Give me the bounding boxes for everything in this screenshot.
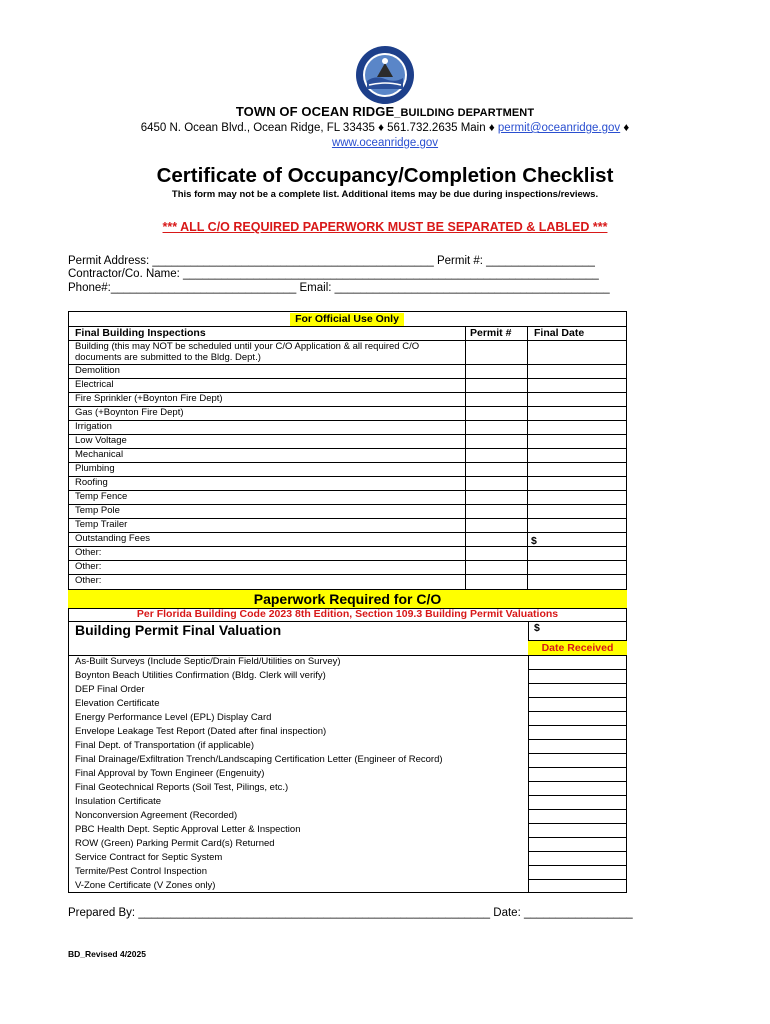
paperwork-row-label: Final Dept. of Transportation (if applicable) — [75, 740, 255, 751]
paperwork-title: Paperwork Required for C/O — [253, 591, 442, 607]
department-title — [0, 104, 770, 119]
fees-dollar: $ — [531, 535, 537, 547]
inspection-row-label: Roofing — [75, 477, 108, 488]
inspection-row-label: Irrigation — [75, 421, 112, 432]
address-text: 6450 N. Ocean Blvd., Ocean Ridge, FL 33435 ♦ 561.732.2635 Main ♦ — [140, 122, 495, 134]
col-header-permit: Permit # — [470, 327, 512, 339]
paperwork-row-label: Insulation Certificate — [75, 796, 162, 807]
paperwork-row-label: Boynton Beach Utilities Confirmation (Bldg. Clerk will verify) — [75, 670, 326, 681]
date-received-header: Date Received — [528, 641, 627, 655]
address-tail: ♦ — [623, 122, 630, 134]
inspection-row-label: Temp Pole — [75, 505, 120, 516]
inspection-row-label: Temp Fence — [75, 491, 128, 502]
inspection-row-label: Demolition — [75, 365, 120, 376]
contractor-name-field[interactable]: Contractor/Co. Name: _________________________________________________________________ — [68, 268, 599, 280]
paperwork-row-label: Nonconversion Agreement (Recorded) — [75, 810, 238, 821]
building-note-line1: Building (this may NOT be scheduled until your C/O Application & all required C/O — [75, 341, 420, 352]
paperwork-row-label: Energy Performance Level (EPL) Display Card — [75, 712, 272, 723]
paperwork-row-label: As-Built Surveys (Include Septic/Drain Field/Utilities on Survey) — [75, 656, 341, 667]
inspection-row-label: Fire Sprinkler (+Boynton Fire Dept) — [75, 393, 223, 404]
paperwork-row-label: Final Approval by Town Engineer (Engenuity) — [75, 768, 265, 779]
phone-email-field[interactable]: Phone#:_____________________________ Email: ___________________________________________ — [68, 282, 610, 294]
inspection-row-label: Other: — [75, 547, 102, 558]
paperwork-row-label: PBC Health Dept. Septic Approval Letter & Inspection — [75, 824, 301, 835]
valuation-label: Building Permit Final Valuation — [75, 622, 282, 638]
paperwork-row-label: DEP Final Order — [75, 684, 145, 695]
paperwork-row-label: Final Drainage/Exfiltration Trench/Landscaping Certification Letter (Engineer of Record) — [75, 754, 443, 765]
code-reference: Per Florida Building Code 2023 8th Edition, Section 109.3 Building Permit Valuations — [136, 608, 559, 620]
inspection-row-label: Other: — [75, 575, 102, 586]
paperwork-row-label: Final Geotechnical Reports (Soil Test, Pilings, etc.) — [75, 782, 289, 793]
paperwork-row-label: Service Contract for Septic System — [75, 852, 223, 863]
col-header-inspections: Final Building Inspections — [75, 327, 206, 339]
paperwork-row-label: Elevation Certificate — [75, 698, 160, 709]
paperwork-warning: *** ALL C/O REQUIRED PAPERWORK MUST BE SEPARATED & LABLED *** — [162, 220, 608, 234]
inspection-row-label: Mechanical — [75, 449, 124, 460]
paperwork-row-label: Termite/Pest Control Inspection — [75, 866, 208, 877]
inspection-row-label: Electrical — [75, 379, 114, 390]
town-seal-icon — [355, 45, 415, 105]
official-use-banner: For Official Use Only — [290, 313, 404, 326]
inspection-row-label: Temp Trailer — [75, 519, 128, 530]
inspection-row-label: Other: — [75, 561, 102, 572]
email-link[interactable]: permit@oceanridge.gov — [497, 122, 621, 134]
inspection-row-label: Plumbing — [75, 463, 115, 474]
form-note: This form may not be a complete list. Additional items may be due during inspections/reviews. — [171, 189, 599, 200]
paperwork-row-label: Envelope Leakage Test Report (Dated after final inspection) — [75, 726, 327, 737]
contact-line — [0, 122, 770, 134]
website-line — [0, 137, 770, 149]
paperwork-row-label: V-Zone Certificate (V Zones only) — [75, 880, 216, 891]
inspection-row-label: Gas (+Boynton Fire Dept) — [75, 407, 184, 418]
col-header-final-date: Final Date — [534, 327, 585, 339]
website-link[interactable]: www.oceanridge.gov — [331, 137, 439, 149]
prepared-by-field[interactable]: Prepared By: _______________________________________________________ Date: _________________ — [68, 907, 633, 919]
inspection-row-label: Low Voltage — [75, 435, 127, 446]
paperwork-row-label: ROW (Green) Parking Permit Card(s) Returned — [75, 838, 275, 849]
revision-label: BD_Revised 4/2025 — [68, 949, 146, 959]
org-name: TOWN OF OCEAN RIDGE — [235, 104, 395, 119]
page-title: Certificate of Occupancy/Completion Checklist — [156, 164, 614, 187]
inspection-row-label: Outstanding Fees — [75, 533, 150, 544]
org-department: _BUILDING DEPARTMENT — [394, 107, 535, 119]
valuation-dollar: $ — [534, 622, 540, 634]
permit-address-field[interactable]: Permit Address: ____________________________________________ Permit #: _________________ — [68, 255, 595, 267]
building-note-line2: documents are submitted to the Bldg. Dept.) — [75, 352, 261, 363]
